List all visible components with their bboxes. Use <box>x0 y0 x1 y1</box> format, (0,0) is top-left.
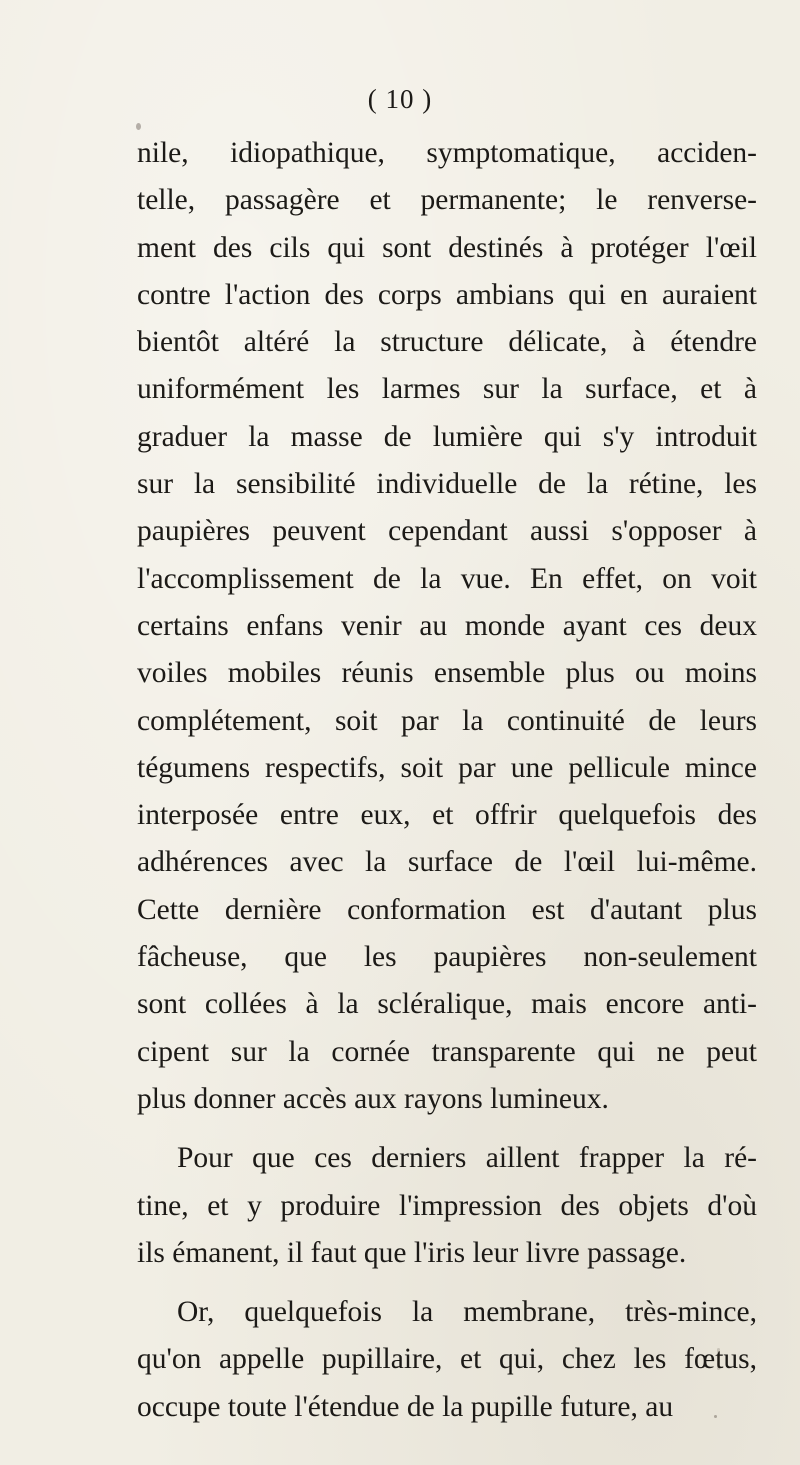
body-text <box>137 130 757 1431</box>
text-line: sur la sensibilité individuelle de la rétine, les <box>137 468 757 501</box>
paragraph-2 <box>137 1135 757 1277</box>
text-line: occupe toute l'étendue de la pupille future, au <box>137 1390 674 1423</box>
text-line: contre l'action des corps ambians qui en auraient <box>137 278 757 311</box>
text-line: paupières peuvent cependant aussi s'opposer à <box>137 515 757 548</box>
text-line: Or, quelquefois la membrane, très-mince, <box>177 1296 757 1329</box>
text-line: cipent sur la cornée transparente qui ne peut <box>137 1035 757 1068</box>
text-line: ment des cils qui sont destinés à protéger l'œil <box>137 231 757 264</box>
text-line: interposée entre eux, et offrir quelquefois des <box>137 799 757 832</box>
text-line: sont collées à la scléralique, mais encore anti- <box>137 988 757 1021</box>
paragraph-gap <box>137 1277 757 1289</box>
text-line: tine, et y produire l'impression des objets d'où <box>137 1189 757 1222</box>
paper-speck <box>136 123 141 130</box>
text-line: fâcheuse, que les paupières non-seulement <box>137 941 757 974</box>
text-line: Pour que ces derniers aillent frapper la ré- <box>177 1142 757 1175</box>
text-line: complétement, soit par la continuité de leurs <box>137 704 757 737</box>
text-line: certains enfans venir au monde ayant ces deux <box>137 609 757 642</box>
paragraph-gap <box>137 1123 757 1135</box>
text-line: tégumens respectifs, soit par une pellicule mince <box>137 751 757 784</box>
paper-speck <box>717 1348 720 1370</box>
text-line: graduer la masse de lumière qui s'y introduit <box>137 420 757 453</box>
paragraph-3 <box>137 1289 757 1431</box>
text-line: ils émanent, il faut que l'iris leur livre passage. <box>137 1236 687 1269</box>
text-line: adhérences avec la surface de l'œil lui-même. <box>137 846 757 879</box>
text-line: uniformément les larmes sur la surface, et à <box>137 373 757 406</box>
text-line: qu'on appelle pupillaire, et qui, chez les fœtus, <box>137 1343 757 1376</box>
text-line: bientôt altéré la structure délicate, à étendre <box>137 326 757 359</box>
text-line: plus donner accès aux rayons lumineux. <box>137 1082 609 1115</box>
text-line: telle, passagère et permanente; le renverse- <box>137 184 757 217</box>
text-line: nile, idiopathique, symptomatique, acciden- <box>137 137 757 169</box>
text-line: voiles mobiles réunis ensemble plus ou moins <box>137 657 757 690</box>
text-line: Cette dernière conformation est d'autant plus <box>137 893 757 926</box>
paper-speck <box>714 1415 717 1418</box>
page-number: ( 10 ) <box>367 84 433 114</box>
paragraph-1 <box>137 130 757 1123</box>
text-line: l'accomplissement de la vue. En effet, on voit <box>137 562 757 595</box>
